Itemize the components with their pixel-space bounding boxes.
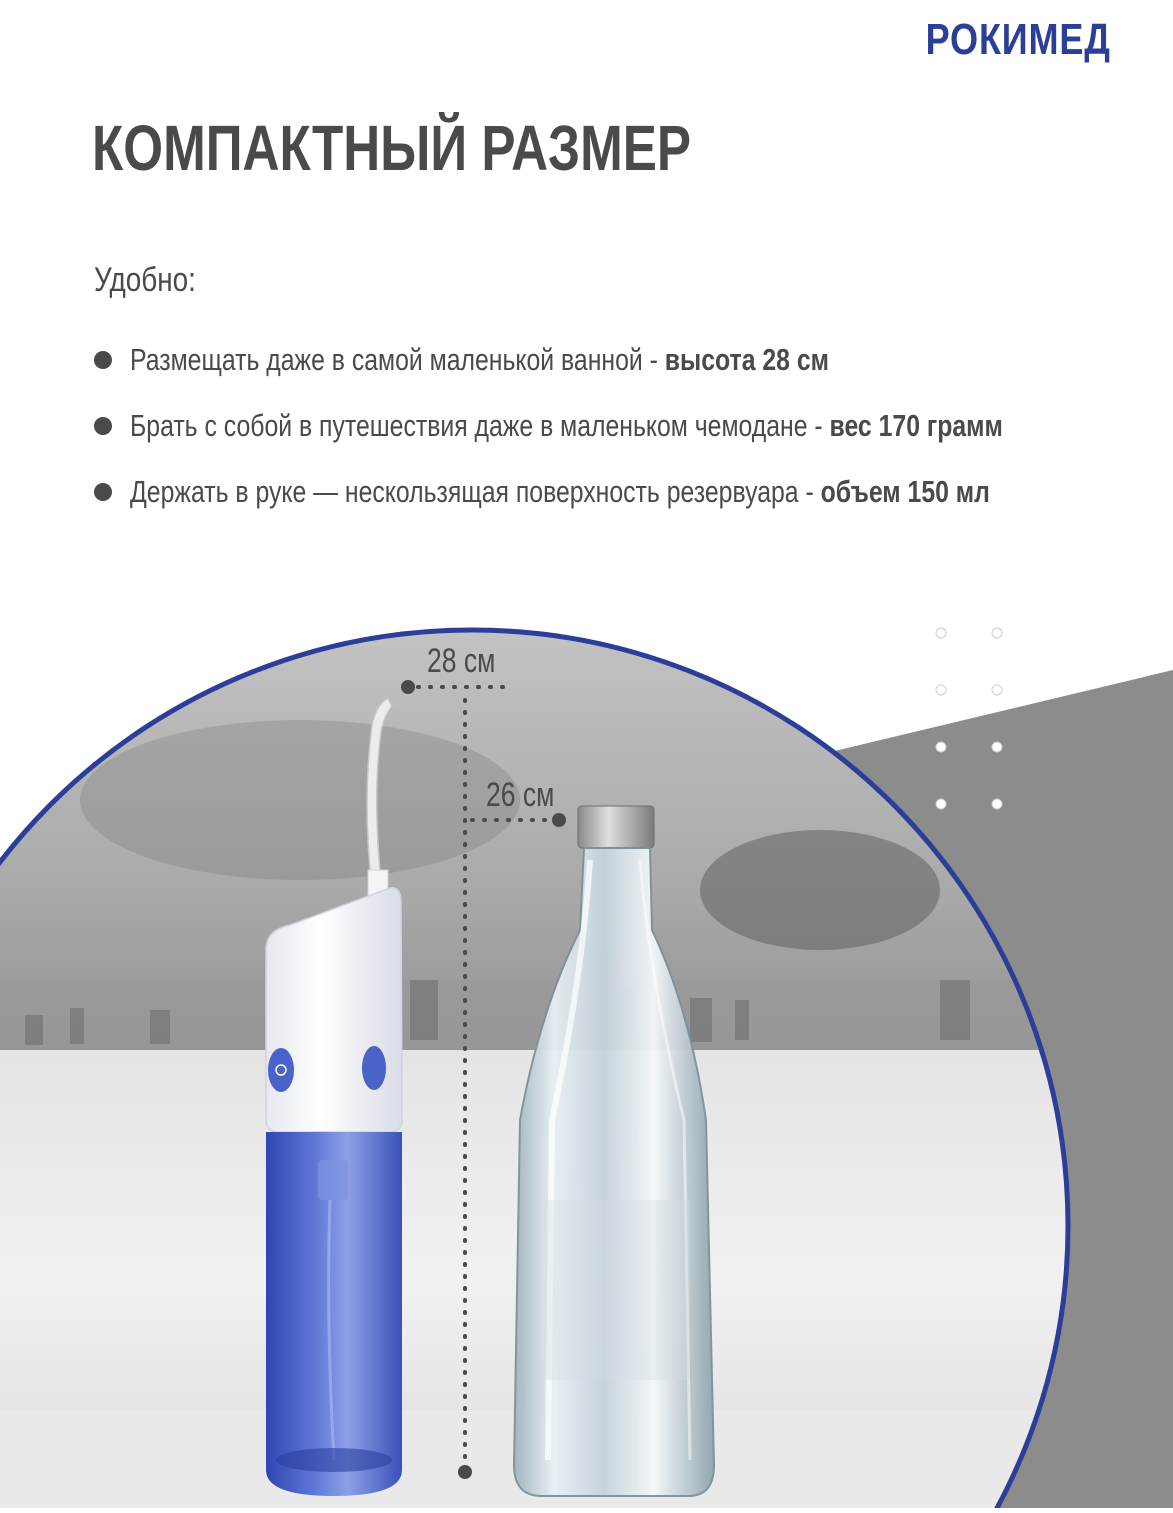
bottle-height-label: 26 см <box>485 775 555 814</box>
page-title: КОМПАКТНЫЙ РАЗМЕР <box>92 112 692 184</box>
bullet-dot-icon <box>94 483 112 501</box>
measurement-dot <box>458 1465 472 1479</box>
feature-description: Держать в руке — нескользящая поверхность резервуара - <box>130 474 821 509</box>
mode-button-icon <box>362 1046 386 1090</box>
feature-list <box>92 338 1172 536</box>
bullet-dot-icon <box>94 351 112 369</box>
irrigator-height-label: 28 см <box>426 641 496 680</box>
product-illustration <box>0 560 1173 1508</box>
list-item <box>92 404 1172 470</box>
list-item <box>92 470 1172 536</box>
list-item <box>92 338 1172 404</box>
feature-text <box>130 338 829 382</box>
measurement-dot <box>401 680 415 694</box>
feature-highlight: вес 170 грамм <box>829 408 1003 443</box>
product-scene <box>0 560 1173 1508</box>
brand-logo: РОКИМЕД <box>925 15 1111 64</box>
feature-text <box>130 404 1003 448</box>
feature-description: Брать с собой в путешествия даже в маленьком чемодане - <box>130 408 830 443</box>
feature-highlight: объем 150 мл <box>820 474 990 509</box>
page-subtitle: Удобно: <box>94 261 196 299</box>
feature-description: Размещать даже в самой маленькой ванной - <box>130 342 665 377</box>
bullet-dot-icon <box>94 417 112 435</box>
power-icon <box>268 1048 294 1092</box>
feature-text <box>130 470 990 514</box>
feature-highlight: высота 28 см <box>664 342 829 377</box>
measurement-dot <box>552 813 566 827</box>
